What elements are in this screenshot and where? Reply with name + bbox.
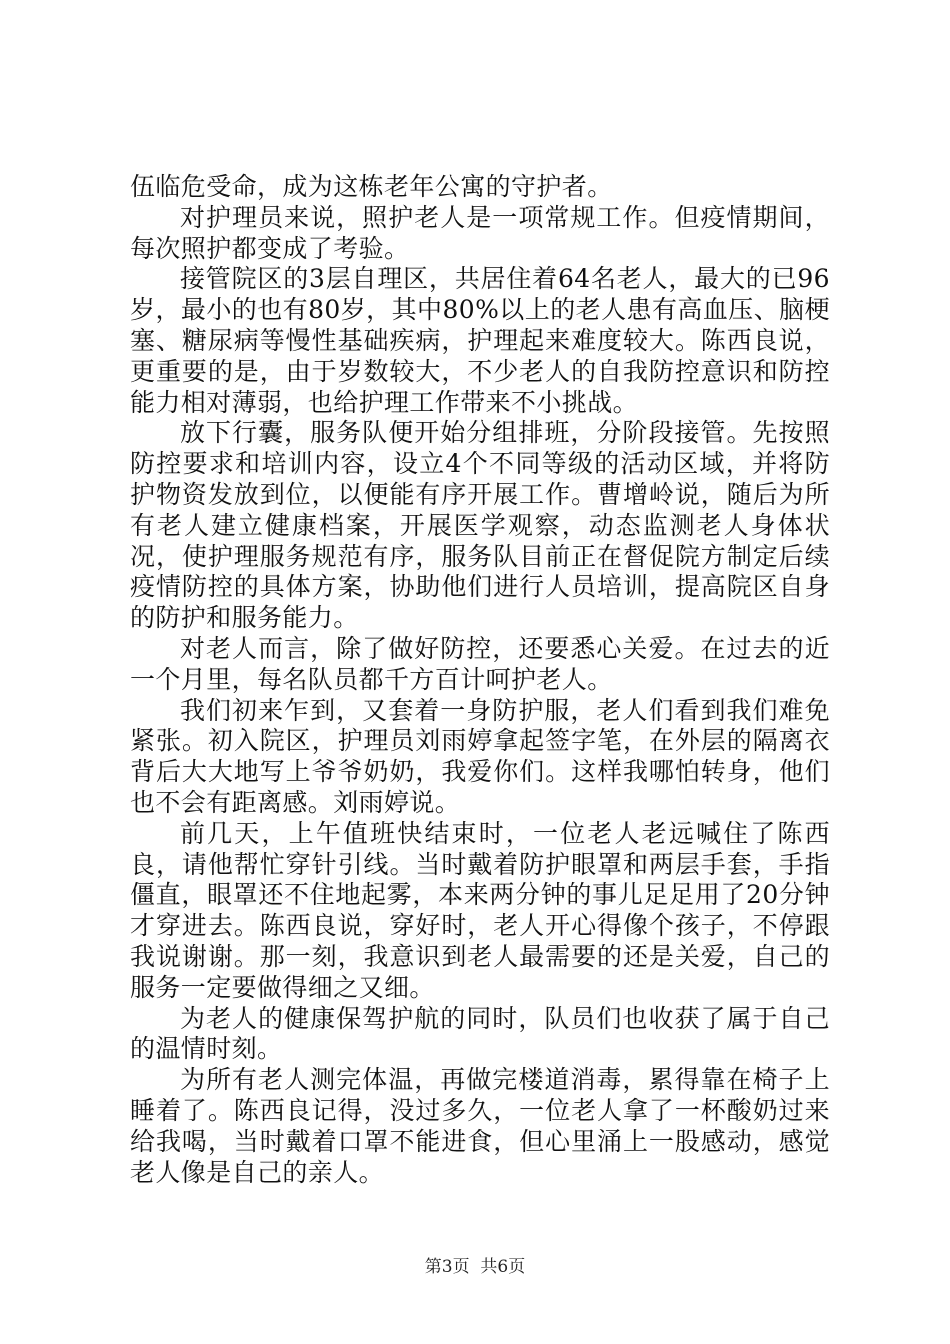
paragraph-3: 接管院区的3层自理区，共居住着64名老人，最大的已96岁，最小的也有80岁，其中80%以上的老人患有高血压、脑梗塞、糖尿病等慢性基础疾病，护理起来难度较大。陈西良说，更重要的是，由于岁数较大，不少老人的自我防控意识和防控能力相对薄弱，也给护理工作带来不小挑战。 (130, 264, 830, 417)
paragraph-7: 前几天，上午值班快结束时，一位老人老远喊住了陈西良，请他帮忙穿针引线。当时戴着防护眼罩和两层手套，手指僵直，眼罩还不住地起雾，本来两分钟的事儿足足用了20分钟才穿进去。陈西良说，穿好时，老人开心得像个孩子，不停跟我说谢谢。那一刻，我意识到老人最需要的还是关爱，自己的服务一定要做得细之又细。 (130, 818, 830, 1002)
page-number-footer: 第3页 共6页 (424, 1257, 526, 1277)
document-body (130, 172, 830, 1188)
paragraph-4: 放下行囊，服务队便开始分组排班，分阶段接管。先按照防控要求和培训内容，设立4个不同等级的活动区域，并将防护物资发放到位，以便能有序开展工作。曹增岭说，随后为所有老人建立健康档案，开展医学观察，动态监测老人身体状况，使护理服务规范有序，服务队目前正在督促院方制定后续疫情防控的具体方案，协助他们进行人员培训，提高院区自身的防护和服务能力。 (130, 418, 830, 633)
paragraph-5: 对老人而言，除了做好防控，还要悉心关爱。在过去的近一个月里，每名队员都千方百计呵护老人。 (130, 633, 830, 694)
paragraph-9: 为所有老人测完体温，再做完楼道消毒，累得靠在椅子上睡着了。陈西良记得，没过多久，一位老人拿了一杯酸奶过来给我喝，当时戴着口罩不能进食，但心里涌上一股感动，感觉老人像是自己的亲人。 (130, 1065, 830, 1187)
paragraph-2: 对护理员来说，照护老人是一项常规工作。但疫情期间，每次照护都变成了考验。 (130, 202, 830, 263)
paragraph-6: 我们初来乍到，又套着一身防护服，老人们看到我们难免紧张。初入院区，护理员刘雨婷拿起签字笔，在外层的隔离衣背后大大地写上爷爷奶奶，我爱你们。这样我哪怕转身，他们也不会有距离感。刘雨婷说。 (130, 695, 830, 817)
paragraph-8: 为老人的健康保驾护航的同时，队员们也收获了属于自己的温情时刻。 (130, 1003, 830, 1064)
paragraph-1: 伍临危受命，成为这栋老年公寓的守护者。 (130, 172, 613, 201)
